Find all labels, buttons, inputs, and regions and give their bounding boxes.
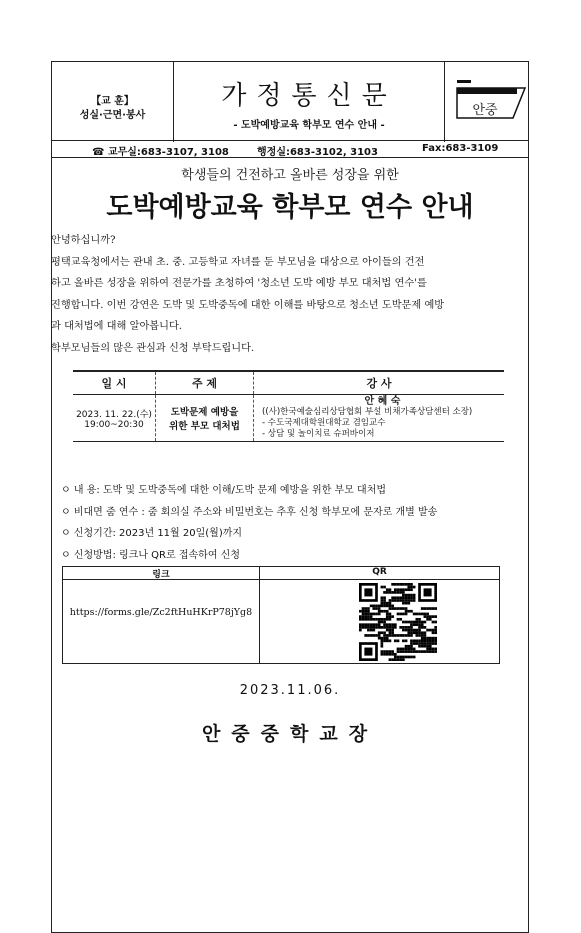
body-line: 하고 올바른 성장을 위하여 전문가를 초청하여 '청소년 도박 예방 부모 대처법 연수'를 xyxy=(51,278,427,289)
motto-heading: 【교 훈】 xyxy=(91,96,134,107)
list-item: ㅇ 비대면 줌 연수 : 줌 회의실 주소와 비밀번호는 추후 신청 학부모에 문자로 개별 발송 xyxy=(61,506,438,518)
topic-line: 도박문제 예방을 xyxy=(170,407,239,418)
body-line: 평택교육청에서는 관내 초. 중. 고등학교 자녀를 둔 부모님을 대상으로 아이들의 건전 xyxy=(51,256,425,268)
body-line: 학부모님들의 많은 관심과 신청 부탁드립니다. xyxy=(51,342,255,354)
list-item: ㅇ 신청방법: 링크나 QR로 접속하여 신청 xyxy=(61,549,240,561)
body-line: 진행합니다. 이번 강연은 도박 및 도박중독에 대한 이해를 바탕으로 청소년 도박문제 예방 xyxy=(51,299,445,311)
notice-title: 도박예방교육 학부모 연수 안내 xyxy=(106,192,474,223)
session-time: 19:00~20:30 xyxy=(84,419,144,430)
header-datetime: 일 시 xyxy=(73,371,156,395)
header-topic: 주 제 xyxy=(156,371,254,395)
newsletter-title: 가정통신문 xyxy=(221,81,397,111)
session-date: 2023. 11. 22.(수) xyxy=(76,409,152,420)
header-lecturer: 강 사 xyxy=(254,371,505,395)
list-item: ㅇ 신청기간: 2023년 11월 20일(월)까지 xyxy=(61,528,243,539)
logo-text: 안중 xyxy=(472,103,498,118)
newsletter-subtitle: - 도박예방교육 학부모 연수 안내 - xyxy=(233,120,385,131)
topic-line: 위한 부모 대처법 xyxy=(169,421,240,432)
lecturer-info: - 상담 및 놀이치료 슈퍼바이저 xyxy=(262,429,375,439)
link-header: 링크 xyxy=(63,567,259,580)
body-line: 과 대처법에 대해 알아봅니다. xyxy=(51,321,183,332)
body-line: 안녕하십니까? xyxy=(51,235,116,246)
page-border xyxy=(51,61,529,933)
lecturer-name: 안 혜 숙 xyxy=(364,396,401,407)
admin-phone: 행정실:683-3102, 3103 xyxy=(257,147,378,158)
qr-header: QR xyxy=(260,567,499,580)
issue-date: 2023.11.06. xyxy=(239,683,341,698)
lecturer-info: - 수도국제대학원대학교 겸임교수 xyxy=(262,418,386,428)
motto-text: 성실·근면·봉사 xyxy=(79,110,146,121)
registration-link[interactable]: https://forms.gle/Zc2ftHuHKrP78jYg8 xyxy=(69,607,253,618)
office-phone: ☎ 교무실:683-3107, 3108 xyxy=(92,147,229,158)
fax-number: Fax:683-3109 xyxy=(422,143,499,154)
lecturer-info: ((사)한국예술심리상담협회 부설 비채가족상담센터 소장) xyxy=(262,407,473,417)
list-item: ㅇ 내 용: 도박 및 도박중독에 대한 이해/도박 문제 예방을 위한 부모 대처법 xyxy=(61,485,387,496)
principal-signature: 안중중학교장 xyxy=(201,723,379,745)
notice-subtitle: 학생들의 건전하고 올바른 성장을 위한 xyxy=(181,168,399,183)
